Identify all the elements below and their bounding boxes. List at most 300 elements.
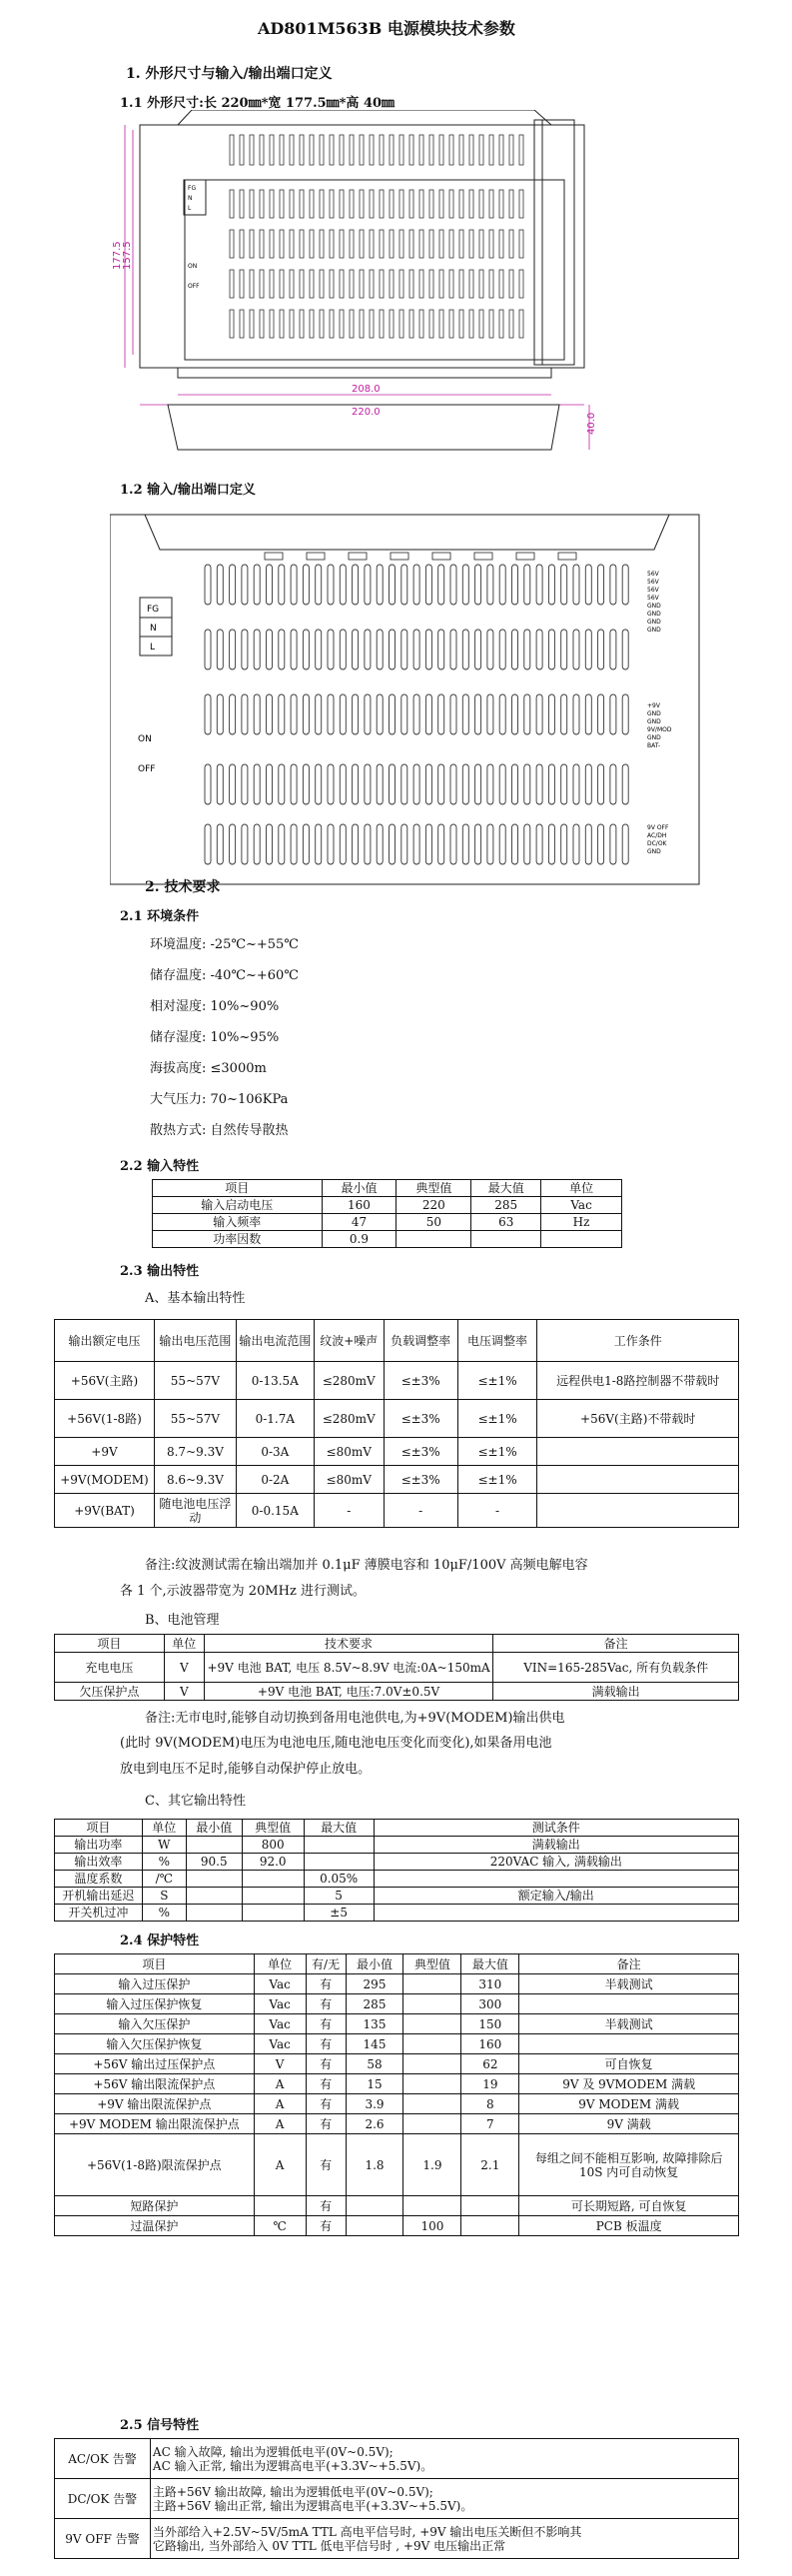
port-label: GND: [647, 619, 661, 626]
table-header-cell: 最小值: [346, 1954, 403, 1974]
dim-height-1: 177.5: [112, 241, 123, 270]
table-cell: 9V 及 9VMODEM 满载: [519, 2074, 739, 2094]
vent-slot: [330, 310, 334, 338]
drawing-on-label: ON: [188, 263, 198, 270]
vent-slot: [390, 824, 396, 864]
vent-slot: [217, 630, 223, 669]
vent-slot: [390, 565, 396, 605]
table-cell: ≤±1%: [457, 1466, 537, 1494]
vent-slot: [217, 764, 223, 804]
vent-slot: [487, 565, 493, 605]
table-cell: A: [254, 2074, 306, 2094]
table-cell: 62: [461, 2054, 519, 2074]
other-sub: C、其它输出特性: [145, 1794, 246, 1809]
vent-slot: [622, 630, 628, 669]
table-cell: 150: [461, 2014, 519, 2034]
vent-slot: [438, 694, 444, 734]
table-cell: [403, 2196, 461, 2216]
vent-slot: [459, 310, 463, 338]
table-header-cell: 技术要求: [204, 1635, 493, 1653]
vent-slot: [450, 824, 456, 864]
vent-slot: [409, 310, 413, 338]
vent-slot: [270, 135, 274, 165]
table-cell: 半载测试: [519, 2014, 739, 2034]
vent-slot: [399, 230, 403, 258]
table-cell: 7: [461, 2114, 519, 2134]
vent-slot: [360, 310, 364, 338]
vent-slot: [377, 824, 383, 864]
vent-slot: [390, 135, 394, 165]
vent-slot: [469, 135, 473, 165]
table-cell: %: [142, 1854, 186, 1871]
vent-slot: [316, 764, 322, 804]
table-cell: 160: [461, 2034, 519, 2054]
table-cell: 远程供电1-8路控制器不带载时: [537, 1362, 739, 1400]
vent-slot: [561, 630, 567, 669]
table-cell: [346, 2216, 403, 2236]
table-header-cell: 测试条件: [374, 1820, 738, 1837]
table-cell: 310: [461, 1974, 519, 1994]
table-cell: [537, 1494, 739, 1528]
vent-slot: [310, 310, 314, 338]
env-line: 储存湿度: 10%~95%: [150, 1030, 280, 1045]
vent-slot: [610, 630, 616, 669]
table-cell: 有: [306, 1974, 346, 1994]
vent-slot: [377, 694, 383, 734]
vent-slot: [598, 824, 604, 864]
vent-slot: [350, 310, 354, 338]
vent-slot: [328, 694, 334, 734]
vent-slot: [419, 270, 423, 298]
table-cell: 功率因数: [153, 1231, 323, 1248]
vent-slot: [573, 565, 579, 605]
table-cell: [254, 2196, 306, 2216]
vent-slot: [267, 630, 273, 669]
vent-slot: [499, 764, 505, 804]
table-row: [55, 1653, 739, 1683]
table-cell: 温度系数: [55, 1871, 143, 1888]
vent-slot: [370, 190, 374, 218]
vent-slot: [598, 694, 604, 734]
vent-slot: [585, 565, 591, 605]
table-cell: 输入欠压保护: [55, 2014, 255, 2034]
table-header-cell: 输出额定电压: [55, 1320, 155, 1362]
table-cell: 有: [306, 2216, 346, 2236]
battery-table: [54, 1634, 739, 1701]
battery-note-3: 放电到电压不足时,能够自动保护停止放电。: [120, 1762, 372, 1777]
table-cell: 0-1.7A: [236, 1400, 314, 1438]
table-cell: ≤80mV: [314, 1438, 384, 1466]
vent-slot: [573, 824, 579, 864]
vent-slot: [459, 270, 463, 298]
vent-slot: [230, 630, 236, 669]
table-cell: 可自恢复: [519, 2054, 739, 2074]
vent-slot: [399, 270, 403, 298]
vent-slot: [536, 565, 542, 605]
vent-slot: [340, 310, 344, 338]
vent-slot: [290, 135, 294, 165]
table-cell: [461, 2196, 519, 2216]
table-cell: 15: [346, 2074, 403, 2094]
vent-slot: [429, 270, 433, 298]
vent-slot: [401, 764, 407, 804]
other-table: [54, 1819, 739, 1922]
vent-slot: [450, 764, 456, 804]
vent-slot: [509, 190, 513, 218]
table-cell: [186, 1871, 242, 1888]
table-cell: ≤280mV: [314, 1400, 384, 1438]
port-label: GND: [647, 710, 661, 717]
table-cell: 5: [304, 1888, 374, 1905]
vent-slot: [499, 824, 505, 864]
table-cell: 220VAC 输入, 满载输出: [374, 1854, 738, 1871]
table-cell: [403, 1974, 461, 1994]
vent-slot: [242, 694, 248, 734]
vent-slot: [254, 824, 260, 864]
vent-slot: [240, 310, 244, 338]
table-row: [55, 2014, 739, 2034]
vent-slot: [413, 824, 419, 864]
vent-slot: [413, 694, 419, 734]
vent-slot: [419, 190, 423, 218]
signal-description: [150, 2479, 738, 2519]
env-line: 海拔高度: ≤3000m: [150, 1061, 267, 1076]
vent-slot: [450, 565, 456, 605]
table-cell: V: [164, 1683, 204, 1701]
table-cell: 半载测试: [519, 1974, 739, 1994]
vent-slot: [459, 230, 463, 258]
vent-slot: [399, 310, 403, 338]
table-row: [55, 2094, 739, 2114]
vent-slot: [370, 270, 374, 298]
vent-slot: [316, 565, 322, 605]
vent-slot: [350, 270, 354, 298]
vent-slot: [316, 694, 322, 734]
vent-slot: [330, 270, 334, 298]
table-row: [55, 1837, 739, 1854]
vent-slot: [205, 694, 211, 734]
table-header-cell: 最小值: [186, 1820, 242, 1837]
vent-slot: [425, 630, 431, 669]
table-cell: 有: [306, 2034, 346, 2054]
table-cell: 55~57V: [154, 1400, 236, 1438]
vent-slot: [300, 230, 304, 258]
vent-slot: [370, 310, 374, 338]
table-header-cell: 有/无: [306, 1954, 346, 1974]
vent-slot: [479, 270, 483, 298]
vent-slot: [561, 824, 567, 864]
vent-slot: [340, 270, 344, 298]
table-cell: Vac: [254, 2034, 306, 2054]
vent-slot: [280, 270, 284, 298]
table-cell: Vac: [254, 1994, 306, 2014]
vent-slot: [573, 694, 579, 734]
vent-slot: [622, 694, 628, 734]
port-on-label: ON: [138, 734, 152, 744]
vent-slot: [585, 694, 591, 734]
env-line: 相对湿度: 10%~90%: [150, 999, 280, 1014]
table-cell: ≤±3%: [384, 1400, 457, 1438]
table-header-cell: 最小值: [322, 1180, 396, 1197]
table-header-cell: 纹波+噪声: [314, 1320, 384, 1362]
env-line: 环境温度: -25℃~+55℃: [150, 937, 299, 952]
vent-slot: [548, 694, 554, 734]
table-cell: 1.9: [403, 2134, 461, 2196]
vent-slot: [279, 630, 285, 669]
table-cell: ℃: [254, 2216, 306, 2236]
vent-slot: [462, 630, 468, 669]
vent-slot: [328, 565, 334, 605]
terminal-block: [432, 553, 450, 560]
signal-description-line: AC 输入故障, 输出为逻辑低电平(0V~0.5V);: [152, 2444, 394, 2459]
table-cell: +56V(1-8路)限流保护点: [55, 2134, 255, 2196]
vent-slot: [439, 270, 443, 298]
vent-slot: [250, 270, 254, 298]
table-row: [55, 1854, 739, 1871]
table-cell: ≤±1%: [457, 1438, 537, 1466]
vent-slot: [240, 135, 244, 165]
vent-slot: [524, 694, 530, 734]
table-cell: 55~57V: [154, 1362, 236, 1400]
vent-slot: [320, 270, 324, 298]
vent-slot: [429, 310, 433, 338]
port-label: 56V: [647, 595, 659, 602]
vent-slot: [350, 135, 354, 165]
drawing-off-label: OFF: [188, 283, 200, 290]
table-row: [153, 1231, 622, 1248]
port-label: +9V: [647, 702, 660, 709]
vent-slot: [390, 630, 396, 669]
vent-slot: [524, 764, 530, 804]
vent-slot: [377, 764, 383, 804]
port-label: 9V/MOD: [647, 726, 672, 733]
vent-slot: [487, 824, 493, 864]
vent-slot: [509, 310, 513, 338]
table-cell: +9V 电池 BAT, 电压 8.5V~8.9V 电流:0A~150mA: [204, 1653, 493, 1683]
vent-slot: [438, 764, 444, 804]
table-row: [153, 1197, 622, 1214]
vent-slot: [280, 230, 284, 258]
vent-slot: [390, 694, 396, 734]
section-2-3-heading: 2.3 输出特性: [120, 1264, 200, 1279]
vent-slot: [401, 824, 407, 864]
vent-slot: [469, 270, 473, 298]
table-cell: +56V 输出过压保护点: [55, 2054, 255, 2074]
vent-slot: [499, 230, 503, 258]
vent-slot: [499, 135, 503, 165]
vent-slot: [230, 135, 234, 165]
port-label: GND: [647, 603, 661, 610]
table-cell: Vac: [254, 2014, 306, 2034]
vent-slot: [390, 190, 394, 218]
vent-slot: [230, 565, 236, 605]
vent-slot: [242, 565, 248, 605]
vent-slot: [230, 694, 236, 734]
table-header-cell: 项目: [153, 1180, 323, 1197]
vent-slot: [230, 764, 236, 804]
drawing-l-label: L: [188, 205, 192, 212]
port-label: GND: [647, 734, 661, 741]
vent-slot: [320, 310, 324, 338]
table-cell: PCB 板温度: [519, 2216, 739, 2236]
vent-slot: [250, 310, 254, 338]
vent-slot: [230, 230, 234, 258]
side-profile-drawing: [514, 115, 584, 375]
table-header-cell: 输出电流范围: [236, 1320, 314, 1362]
table-cell: +9V MODEM 输出限流保护点: [55, 2114, 255, 2134]
vent-slot: [316, 824, 322, 864]
vent-slot: [622, 565, 628, 605]
table-cell: 0-3A: [236, 1438, 314, 1466]
table-cell: A: [254, 2114, 306, 2134]
table-row: [55, 2216, 739, 2236]
table-row: [55, 1466, 739, 1494]
table-cell: [403, 1994, 461, 2014]
vent-slot: [260, 270, 264, 298]
vent-slot: [401, 694, 407, 734]
vent-slot: [340, 230, 344, 258]
table-cell: [537, 1466, 739, 1494]
section-2-heading: 2. 技术要求: [145, 879, 221, 895]
vent-slot: [250, 135, 254, 165]
table-cell: 过温保护: [55, 2216, 255, 2236]
vent-slot: [548, 824, 554, 864]
vent-slot: [250, 230, 254, 258]
table-cell: ±5: [304, 1905, 374, 1922]
vent-slot: [469, 190, 473, 218]
vent-slot: [585, 630, 591, 669]
vent-slot: [270, 190, 274, 218]
vent-slot: [330, 190, 334, 218]
vent-slot: [279, 565, 285, 605]
vent-slot: [439, 135, 443, 165]
vent-slot: [303, 630, 309, 669]
table-cell: VIN=165-285Vac, 所有负载条件: [493, 1653, 739, 1683]
table-cell: 有: [306, 2014, 346, 2034]
table-cell: 3.9: [346, 2094, 403, 2114]
vent-slot: [489, 190, 493, 218]
vent-slot: [419, 230, 423, 258]
table-header-cell: 单位: [541, 1180, 622, 1197]
vent-slot: [291, 565, 297, 605]
battery-note-1: 备注:无市电时,能够自动切换到备用电池供电,为+9V(MODEM)输出供电: [145, 1711, 565, 1726]
vent-slot: [340, 190, 344, 218]
table-cell: +56V(主路): [55, 1362, 155, 1400]
vent-slot: [610, 824, 616, 864]
table-header-cell: 工作条件: [537, 1320, 739, 1362]
port-drawing: [110, 510, 709, 889]
vent-slot: [360, 270, 364, 298]
table-cell: 输出功率: [55, 1837, 143, 1854]
table-header-cell: 典型值: [242, 1820, 304, 1837]
vent-slot: [340, 135, 344, 165]
vent-slot: [217, 824, 223, 864]
vent-slot: [462, 565, 468, 605]
port-label: GND: [647, 848, 661, 855]
vent-slot: [320, 135, 324, 165]
output-table: [54, 1319, 739, 1528]
vent-slot: [254, 694, 260, 734]
vent-slot: [328, 824, 334, 864]
env-line: 散热方式: 自然传导散热: [150, 1123, 289, 1138]
table-cell: 额定输入/输出: [374, 1888, 738, 1905]
table-cell: 50: [396, 1214, 471, 1231]
vent-slot: [487, 764, 493, 804]
table-header-cell: 最大值: [461, 1954, 519, 1974]
port-label: DC/OK: [647, 840, 667, 847]
vent-slot: [303, 824, 309, 864]
port-label: GND: [647, 718, 661, 725]
table-cell: 300: [461, 1994, 519, 2014]
vent-slot: [242, 764, 248, 804]
port-label: 56V: [647, 579, 659, 586]
table-header-cell: 电压调整率: [457, 1320, 537, 1362]
table-cell: 输出效率: [55, 1854, 143, 1871]
input-table: [152, 1179, 622, 1248]
vent-slot: [360, 230, 364, 258]
vent-slot: [290, 270, 294, 298]
table-cell: +56V(1-8路): [55, 1400, 155, 1438]
signal-description-line: 当外部给入+2.5V~5V/5mA TTL 高电平信号时, +9V 输出电压关断但不影响其: [152, 2524, 582, 2539]
table-cell: [374, 1905, 738, 1922]
vent-slot: [439, 230, 443, 258]
port-fg-label: FG: [147, 605, 160, 615]
vent-slot: [340, 824, 346, 864]
vent-slot: [310, 190, 314, 218]
table-cell: -: [314, 1494, 384, 1528]
vent-slot: [512, 565, 518, 605]
table-cell: 有: [306, 2114, 346, 2134]
vent-slot: [610, 764, 616, 804]
vent-slot: [622, 824, 628, 864]
vent-slot: [350, 230, 354, 258]
vent-slot: [350, 190, 354, 218]
vent-slot: [475, 694, 481, 734]
vent-slot: [499, 630, 505, 669]
table-cell: [304, 1854, 374, 1871]
table-cell: 92.0: [242, 1854, 304, 1871]
vent-slot: [380, 310, 384, 338]
vent-slot: [240, 190, 244, 218]
table-cell: [537, 1438, 739, 1466]
vent-slot: [290, 310, 294, 338]
table-cell: 1.8: [346, 2134, 403, 2196]
table-row: [55, 1871, 739, 1888]
protect-table: [54, 1953, 739, 2236]
vent-slot: [353, 764, 359, 804]
vent-slot: [512, 630, 518, 669]
vent-slot: [429, 190, 433, 218]
vent-slot: [260, 230, 264, 258]
vent-slot: [320, 230, 324, 258]
vent-slot: [475, 764, 481, 804]
drawing-n-label: N: [188, 195, 193, 202]
table-cell: 800: [242, 1837, 304, 1854]
vent-slot: [328, 764, 334, 804]
table-row: [55, 1974, 739, 1994]
table-cell: Vac: [541, 1197, 622, 1214]
vent-slot: [360, 135, 364, 165]
table-row: [55, 2196, 739, 2216]
table-cell: W: [142, 1837, 186, 1854]
vent-slot: [450, 694, 456, 734]
vent-slot: [469, 230, 473, 258]
vent-slot: [365, 565, 371, 605]
vent-slot: [291, 764, 297, 804]
signal-name: DC/OK 告警: [55, 2479, 151, 2519]
table-cell: 输入启动电压: [153, 1197, 323, 1214]
table-cell: ≤±1%: [457, 1362, 537, 1400]
